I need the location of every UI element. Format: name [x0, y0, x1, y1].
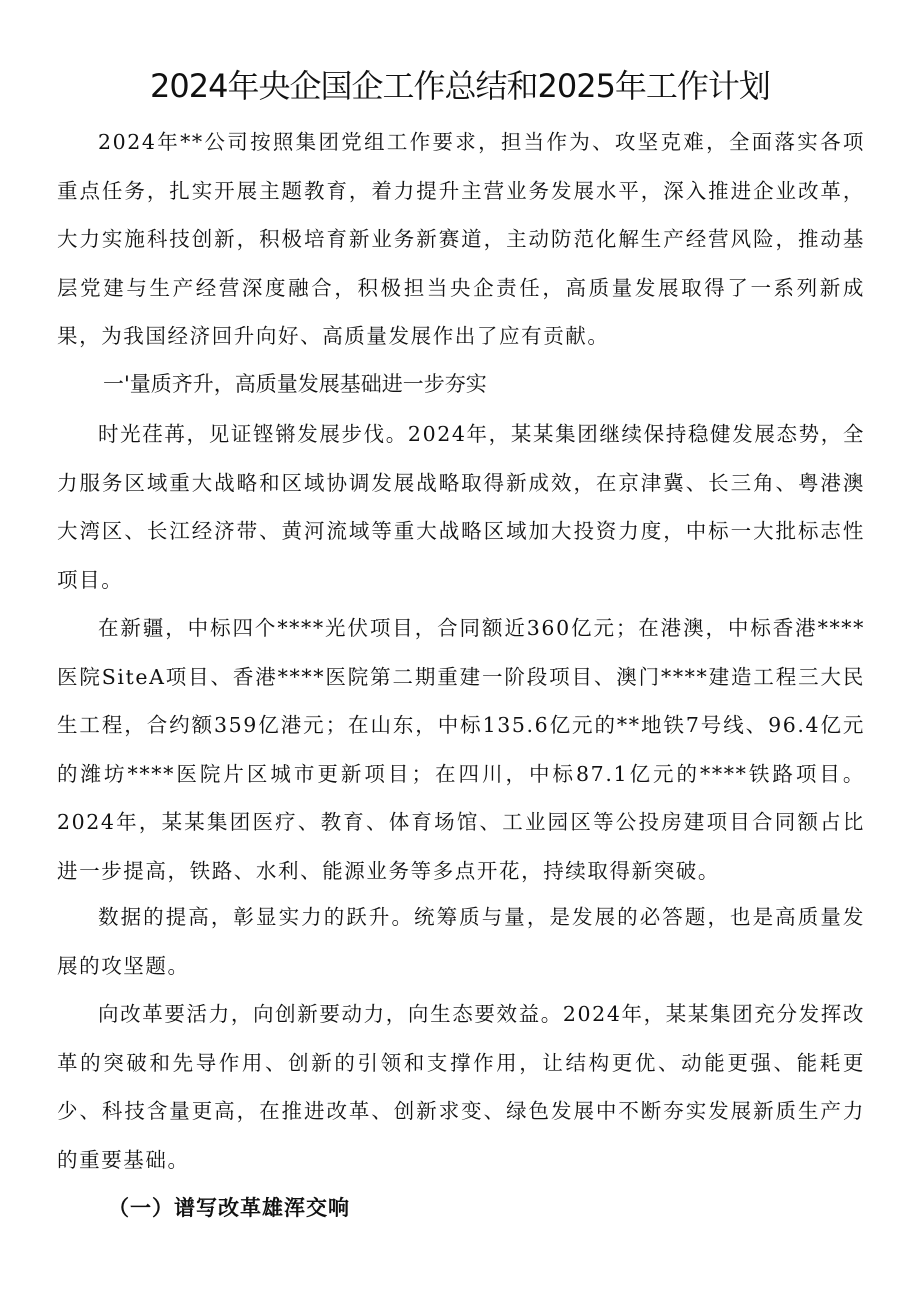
paragraph-projects: 在新疆，中标四个****光伏项目，合同额近360亿元；在港澳，中标香港****医院SiteA项目、香港****医院第二期重建一阶段项目、澳门****建造工程三大民生工程，合约额359亿港元；在山东，中标135.6亿元的**地铁7号线、96.4亿元的潍坊****医院片区城市更新项目；在四川，中标87.1亿元的****铁路项目。2024年，某某集团医疗、教育、体育场馆、工业园区等公投房建项目合同额占比进一步提高，铁路、水利、能源业务等多点开花，持续取得新突破。 [57, 616, 865, 883]
paragraph-time: 时光荏苒，见证铿锵发展步伐。2024年，某某集团继续保持稳健发展态势，全力服务区域重大战略和区域协调发展战略取得新成效，在京津冀、长三角、粤港澳大湾区、长江经济带、黄河流域等重大战略区域加大投资力度，中标一大批标志性项目。 [57, 422, 865, 592]
document-title: 2024年央企国企工作总结和2025年工作计划 [150, 67, 770, 105]
paragraph-reform: 向改革要活力，向创新要动力，向生态要效益。2024年，某某集团充分发挥改革的突破和先导作用、创新的引领和支撑作用，让结构更优、动能更强、能耗更少、科技含量更高，在推进改革、创新求变、绿色发展中不断夯实发展新质生产力的重要基础。 [57, 1002, 865, 1172]
paragraph-data: 数据的提高，彰显实力的跃升。统筹质与量，是发展的必答题，也是高质量发展的攻坚题。 [57, 905, 865, 978]
section-heading-1: 一'量质齐升，高质量发展基础进一步夯实 [103, 372, 487, 396]
subsection-heading-1: （一）谱写改革雄浑交响 [108, 1195, 350, 1220]
intro-paragraph: 2024年**公司按照集团党组工作要求，担当作为、攻坚克难，全面落实各项重点任务，扎实开展主题教育，着力提升主营业务发展水平，深入推进企业改革，大力实施科技创新，积极培育新业务新赛道，主动防范化解生产经营风险，推动基层党建与生产经营深度融合，积极担当央企责任，高质量发展取得了一系列新成果，为我国经济回升向好、高质量发展作出了应有贡献。 [57, 130, 865, 348]
